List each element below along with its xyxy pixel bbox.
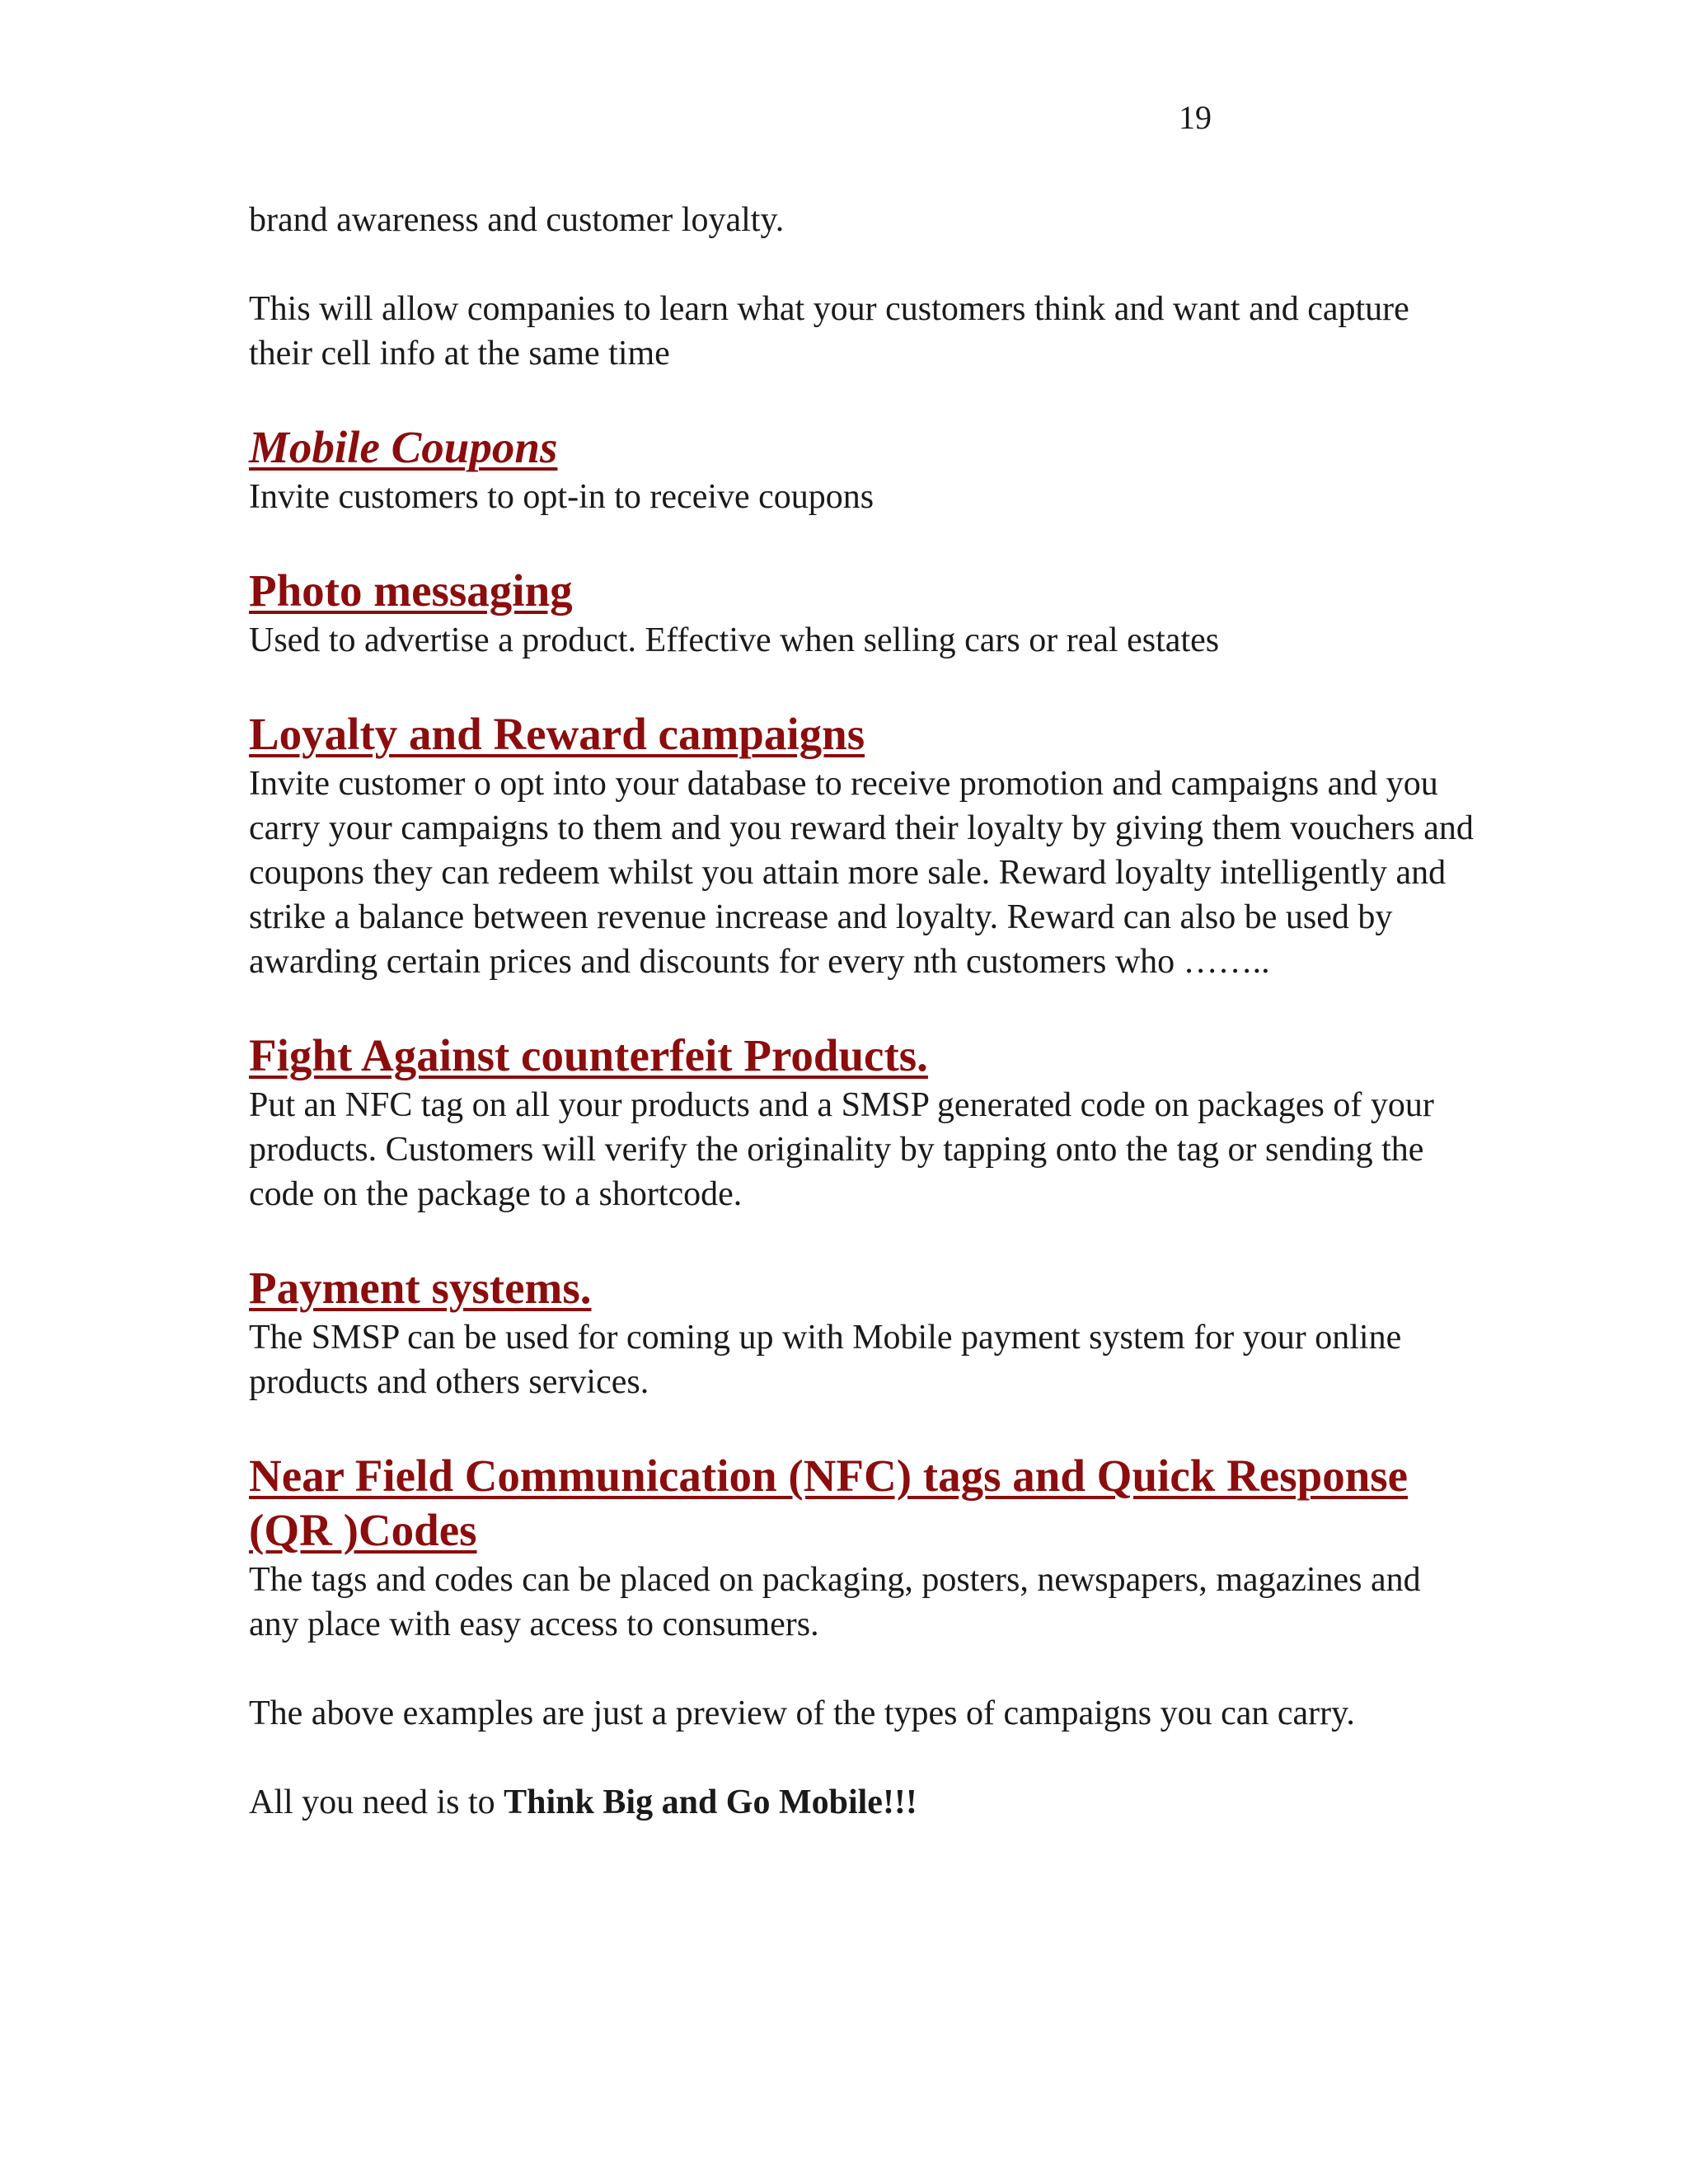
section-body: Put an NFC tag on all your products and a SMSP generated code on packages of your products. Customers will verify the originality by tapping onto the tag or sending the code on the package to a shortcode. — [249, 1086, 1434, 1213]
closing-statement — [249, 1780, 1477, 1825]
section-body: Invite customers to opt-in to receive coupons — [249, 478, 874, 516]
intro-paragraph-1: brand awareness and customer loyalty. — [249, 201, 785, 239]
closing-lead: All you need is to — [249, 1783, 504, 1821]
section-heading: Loyalty and Reward campaigns — [249, 709, 865, 759]
section-body: Invite customer o opt into your database to receive promotion and campaigns and you carry your campaigns to them and you reward their loyalty by giving them vouchers and coupons they can redeem whilst you attain more sale. Reward loyalty intelligently and strike a balance between revenue increase and loyalty. Reward can also be used by awarding certain prices and discounts for every nth customers who …….. — [249, 765, 1474, 981]
section-loyalty-reward — [249, 707, 1477, 984]
section-body: Used to advertise a product. Effective when selling cars or real estates — [249, 621, 1220, 659]
closing-emphasis: Think Big and Go Mobile!!! — [504, 1783, 917, 1821]
section-photo-messaging — [249, 564, 1477, 663]
section-heading: Photo messaging — [249, 565, 573, 616]
section-counterfeit — [249, 1029, 1477, 1216]
page-number: 19 — [1179, 99, 1212, 136]
section-payment-systems — [249, 1261, 1477, 1404]
section-body: The SMSP can be used for coming up with Mobile payment system for your online products and others services. — [249, 1319, 1402, 1401]
section-mobile-coupons — [249, 420, 1477, 519]
section-nfc-qr — [249, 1449, 1477, 1647]
section-heading: Near Field Communication (NFC) tags and Quick Response (QR )Codes — [249, 1451, 1409, 1555]
section-body: The tags and codes can be placed on packaging, posters, newspapers, magazines and any place with easy access to consumers. — [249, 1561, 1421, 1643]
section-heading: Payment systems. — [249, 1263, 592, 1313]
page-content — [249, 198, 1477, 1825]
section-heading: Mobile Coupons — [249, 422, 558, 472]
section-heading: Fight Against counterfeit Products. — [249, 1030, 928, 1080]
intro-paragraph-2: This will allow companies to learn what your customers think and want and capture their cell info at the same time — [249, 290, 1409, 373]
closing-preview: The above examples are just a preview of the types of campaigns you can carry. — [249, 1694, 1355, 1732]
